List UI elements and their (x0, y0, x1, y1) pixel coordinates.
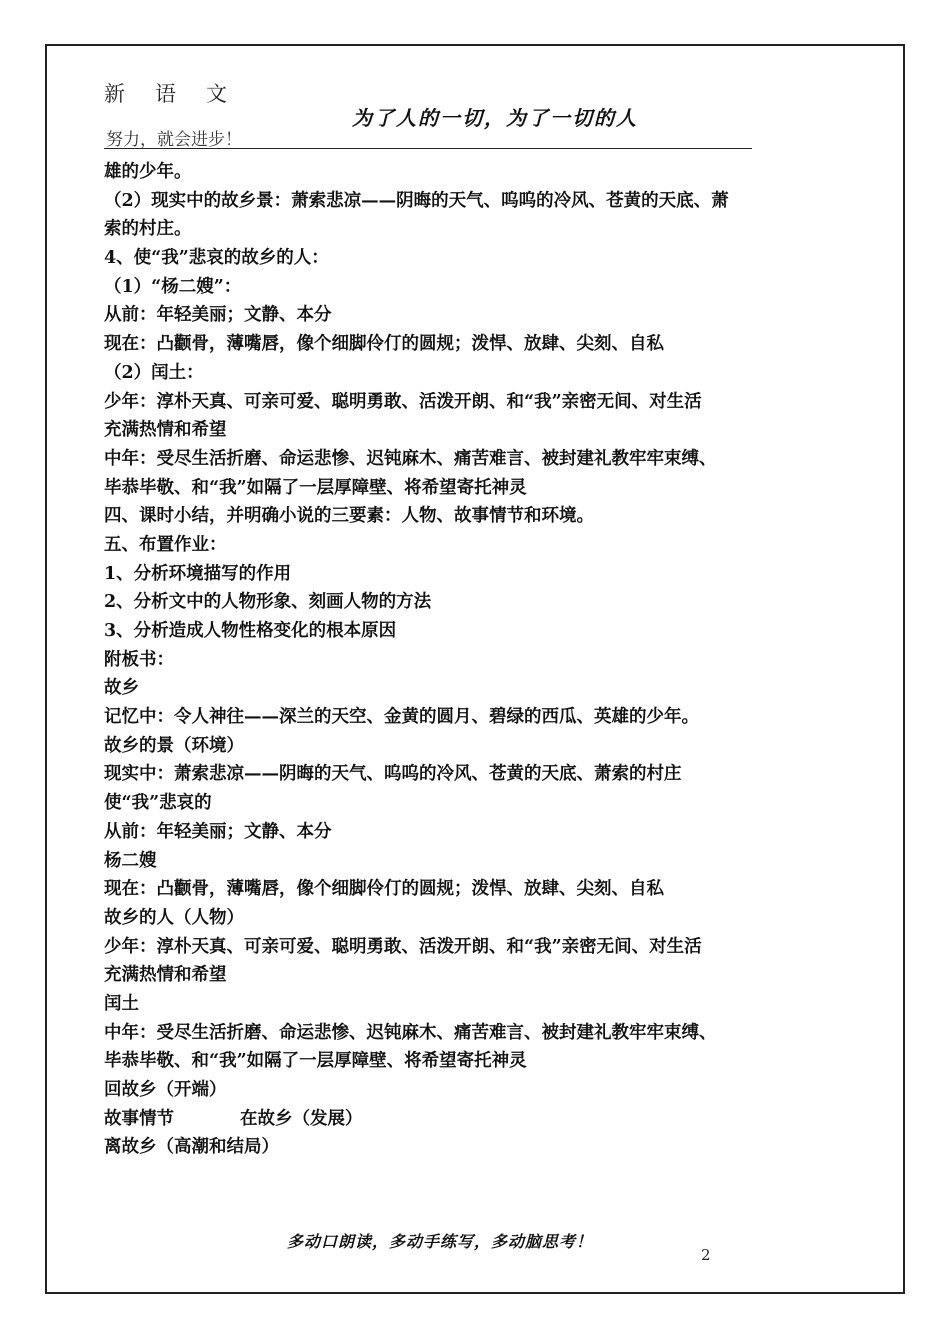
plot-line (104, 1105, 764, 1134)
footer-motto: 多动口朗读，多动手练写，多动脑思考！ (286, 1232, 593, 1251)
text-line: 故乡的人（人物） (104, 907, 244, 928)
text-line: 闰土 (104, 993, 139, 1014)
text-line: 使“我”悲哀的 (104, 793, 212, 814)
text-line: （1）“杨二嫂”： (104, 276, 242, 297)
text-line: 从前：年轻美丽；文静、本分 (104, 821, 332, 842)
text-line: 毕恭毕敬、和“我”如隔了一层厚障壁、将希望寄托神灵 (104, 1051, 527, 1072)
text-line: 索的村庄。 (104, 219, 192, 240)
header-rule (104, 148, 752, 149)
text-line: 2、分析文中的人物形象、刻画人物的方法 (104, 592, 432, 613)
text-line: 雄的少年。 (104, 162, 192, 182)
text-line: 附板书： (104, 649, 174, 670)
text-line: 中年：受尽生活折磨、命运悲惨、迟钝麻木、痛苦难言、被封建礼教牢牢束缚、 (104, 448, 717, 469)
text-line: 少年：淳朴天真、可亲可爱、聪明勇敢、活泼开朗、和“我”亲密无间、对生活 (104, 936, 702, 957)
text-line: 记忆中：令人神往——深兰的天空、金黄的圆月、碧绿的西瓜、英雄的少年。 (104, 707, 699, 728)
text-line: 四、课时小结，并明确小说的三要素：人物、故事情节和环境。 (104, 506, 594, 527)
header-title: 新语文 (104, 82, 257, 106)
plot-stage: 在故乡（发展） (240, 1108, 363, 1129)
text-line: 毕恭毕敬、和“我”如隔了一层厚障壁、将希望寄托神灵 (104, 477, 527, 498)
text-line: 少年：淳朴天真、可亲可爱、聪明勇敢、活泼开朗、和“我”亲密无间、对生活 (104, 391, 702, 412)
plot-label: 故事情节 (104, 1108, 174, 1129)
text-line: 五、布置作业： (104, 534, 227, 555)
text-line: 杨二嫂 (104, 850, 157, 871)
document-body (104, 158, 764, 1162)
text-line: 充满热情和希望 (104, 965, 227, 986)
text-line: 充满热情和希望 (104, 420, 227, 441)
text-line: 回故乡（开端） (104, 1080, 227, 1100)
text-line: 故乡 (104, 678, 139, 699)
text-line: 现实中：萧索悲凉——阴晦的天气、呜呜的冷风、苍黄的天底、萧索的村庄 (104, 764, 682, 785)
text-line: 4、使“我”悲哀的故乡的人： (104, 248, 329, 269)
page-number: 2 (701, 1246, 711, 1264)
text-line: 现在：凸颧骨，薄嘴唇，像个细脚伶仃的圆规；泼悍、放肆、尖刻、自私 (104, 334, 664, 355)
text-line: 1、分析环境描写的作用 (104, 563, 292, 584)
text-line: 故乡的景（环境） (104, 735, 244, 756)
text-line: 中年：受尽生活折磨、命运悲惨、迟钝麻木、痛苦难言、被封建礼教牢牢束缚、 (104, 1022, 717, 1043)
header-motto: 为了人的一切，为了一切的人 (352, 106, 638, 130)
text-line: 离故乡（高潮和结局） (104, 1137, 279, 1158)
text-line: 3、分析造成人物性格变化的根本原因 (104, 621, 397, 641)
text-line: 从前：年轻美丽；文静、本分 (104, 305, 332, 326)
header-subtitle: 努力，就会进步！ (106, 130, 242, 150)
text-line: （2）闰土： (104, 362, 204, 383)
text-line: （2）现实中的故乡景：萧索悲凉——阴晦的天气、呜呜的冷风、苍黄的天底、萧 (104, 190, 729, 211)
text-line: 现在：凸颧骨，薄嘴唇，像个细脚伶仃的圆规；泼悍、放肆、尖刻、自私 (104, 879, 664, 900)
